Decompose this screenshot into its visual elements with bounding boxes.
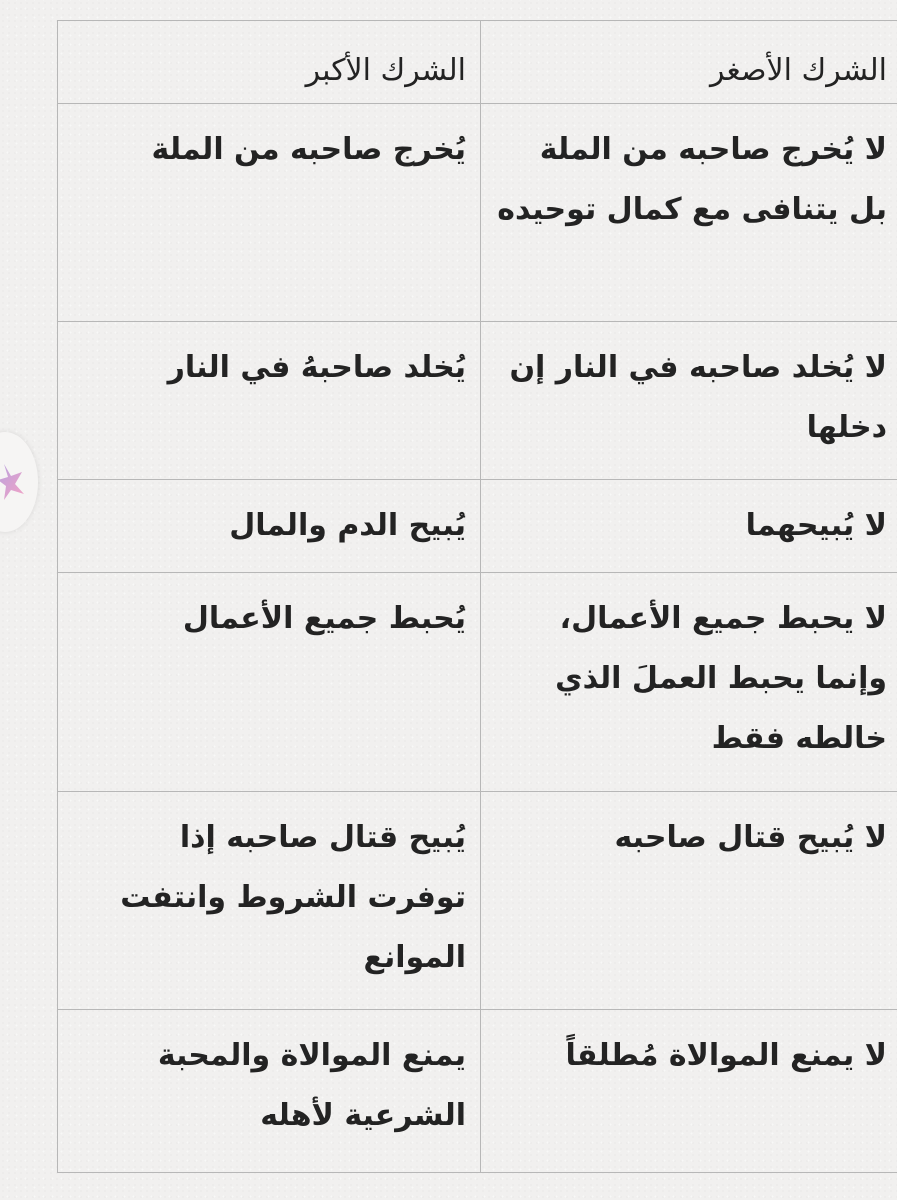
table-row xyxy=(58,104,897,322)
table-row xyxy=(58,1010,897,1173)
major-shirk-cell: يُخرج صاحبه من الملة xyxy=(58,104,481,322)
table-row xyxy=(58,322,897,480)
major-shirk-cell: يُبيح قتال صاحبه إذا توفرت الشروط وانتفت الموانع xyxy=(58,792,481,1010)
table-row xyxy=(58,480,897,573)
table-row xyxy=(58,573,897,792)
major-shirk-cell: يُحبط جميع الأعمال xyxy=(58,573,481,792)
floating-assistive-button[interactable] xyxy=(0,432,38,532)
comparison-table xyxy=(57,20,897,1173)
major-shirk-cell: يُبيح الدم والمال xyxy=(58,480,481,573)
table-header-row xyxy=(58,21,897,104)
table-row xyxy=(58,792,897,1010)
major-shirk-cell: يُخلد صاحبهُ في النار xyxy=(58,322,481,480)
header-major-shirk: الشرك الأكبر xyxy=(58,21,481,104)
minor-shirk-cell: لا يُخرج صاحبه من الملة بل يتنافى مع كمال توحيده xyxy=(481,104,897,322)
minor-shirk-cell: لا يُبيح قتال صاحبه xyxy=(481,792,897,1010)
minor-shirk-cell: لا يُبيحهما xyxy=(481,480,897,573)
minor-shirk-cell: لا يُخلد صاحبه في النار إن دخلها xyxy=(481,322,897,480)
header-minor-shirk: الشرك الأصغر xyxy=(481,21,897,104)
major-shirk-cell: يمنع الموالاة والمحبة الشرعية لأهله xyxy=(58,1010,481,1173)
minor-shirk-cell: لا يمنع الموالاة مُطلقاً xyxy=(481,1010,897,1173)
minor-shirk-cell: لا يحبط جميع الأعمال، وإنما يحبط العملَ الذي خالطه فقط xyxy=(481,573,897,792)
star-icon xyxy=(0,462,26,502)
